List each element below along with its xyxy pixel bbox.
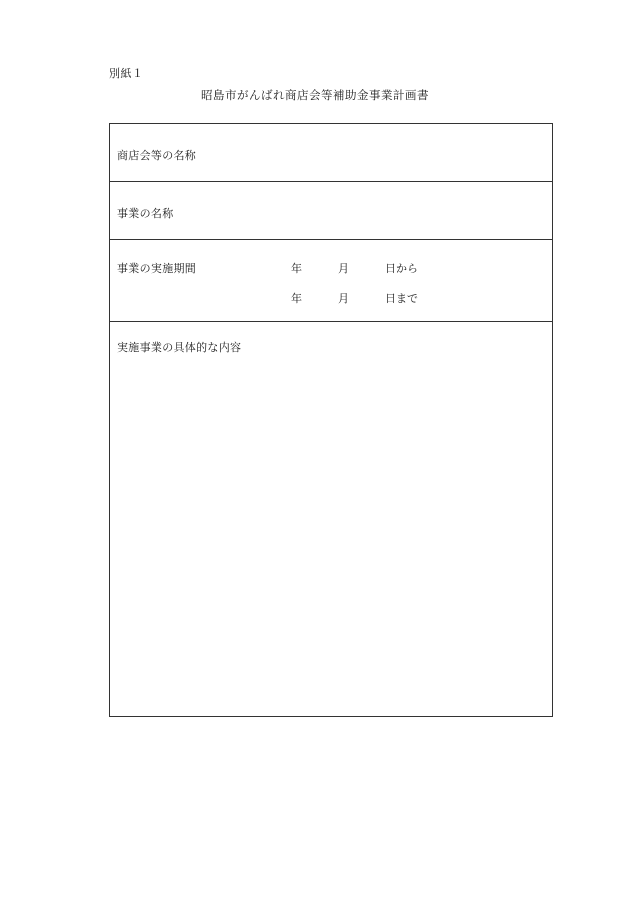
end-year-unit[interactable]: 年: [291, 292, 302, 305]
end-month-unit[interactable]: 月: [338, 292, 349, 305]
row-project-name[interactable]: [110, 182, 552, 240]
start-year-unit[interactable]: 年: [291, 262, 302, 275]
end-day-unit[interactable]: 日まで: [385, 292, 418, 305]
association-name-label: 商店会等の名称: [117, 149, 197, 162]
annex-label: 別紙１: [109, 67, 144, 80]
row-implementation-period: [110, 240, 552, 322]
start-month-unit[interactable]: 月: [338, 262, 349, 275]
start-day-unit[interactable]: 日から: [385, 262, 418, 275]
row-specific-content[interactable]: [110, 322, 552, 716]
plan-form-table: [109, 123, 553, 717]
document-title: 昭島市がんばれ商店会等補助金事業計画書: [201, 88, 429, 102]
period-label: 事業の実施期間: [117, 262, 197, 275]
content-label: 実施事業の具体的な内容: [117, 341, 242, 354]
project-name-label: 事業の名称: [117, 207, 174, 220]
row-association-name[interactable]: [110, 124, 552, 182]
